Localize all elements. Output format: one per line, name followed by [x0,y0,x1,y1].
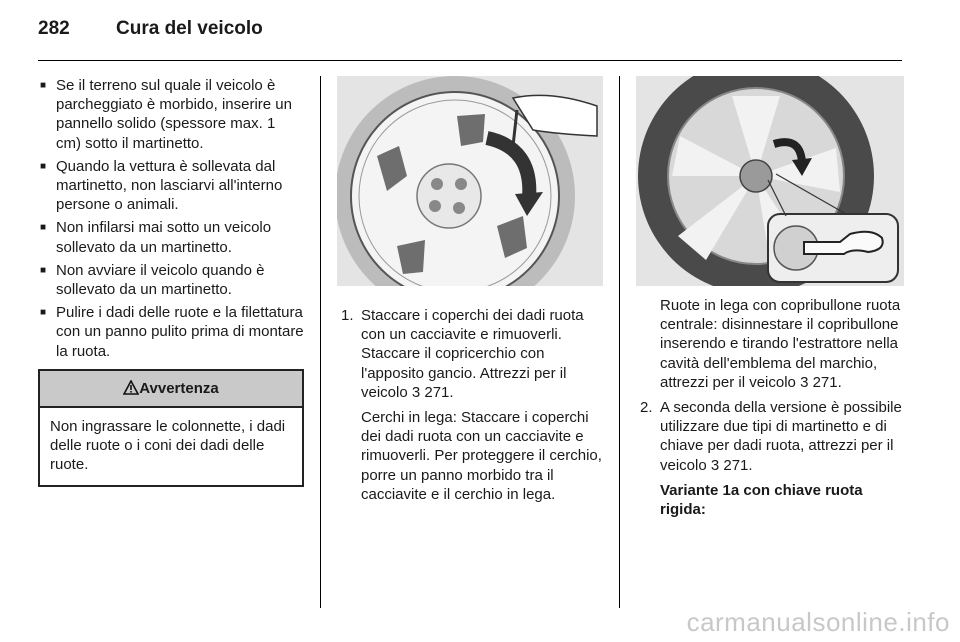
continuation-body: Ruote in lega con copribullone ruota centrale: disinnestare il copribullone inserendo e tirando l'estrattore nella cavità dell'emblema del marchio, attrezzi per il veicolo [660,297,901,391]
list-item: ■ Non avviare il veicolo quando è sollevato da un martinetto. [38,261,304,299]
continuation-text [660,296,906,392]
step-list [636,398,906,519]
column-divider-2 [619,76,620,608]
list-item: ■ Pulire i dadi delle ruote e la filettatura con un panno pulito prima di montare la ruota. [38,303,304,361]
step-extra-text: Cerchi in lega: Staccare i coperchi dei dadi ruota con un cacciavite e rimuoverli. Per proteggere il cerchio, porre un panno morbido tra il cacciavite e il cerchio in lega. [361,409,602,503]
hubcap-removal-illustration [337,76,603,286]
column-divider-1 [320,76,321,608]
page-reference: 3 271. [411,383,454,401]
header-divider [38,60,902,61]
column-1 [38,76,304,487]
step-text: A seconda della versione è possibile utilizzare due tipi di martinetto e di chiave per dadi ruota, attrezzi per il veicolo [660,399,902,474]
alloy-wheel-illustration [636,76,904,286]
variant-subheading: Variante 1a con chiave ruota rigida: [660,481,863,519]
page-reference: 3 271. [800,373,842,391]
column-3 [636,76,906,525]
wheel-cover-hook-figure [337,76,603,286]
safety-bullet-list [38,76,304,361]
list-item: ■ Se il terreno sul quale il veicolo è parcheggiato è morbido, inserire un pannello solido (spessore max. 1 cm) sotto il martinetto. [38,76,304,153]
step-list [337,306,605,504]
step-number: 1. [341,307,354,324]
page-header [38,18,263,40]
column-2 [337,76,605,510]
step-number: 2. [640,399,653,417]
warning-box [38,369,304,487]
page-title: Cura del veicolo [116,18,263,39]
watermark: carmanualsonline.info [686,607,950,637]
list-item: ■ Quando la vettura è sollevata dal martinetto, non lasciarvi all'interno persone o animali. [38,157,304,215]
warning-title-bar [40,371,302,408]
page-number: 282 [38,18,70,39]
step-item [337,306,605,504]
alloy-wheel-center-cap-figure [636,76,904,286]
step-item [636,398,906,519]
list-item: ■ Non infilarsi mai sotto un veicolo sollevato da un martinetto. [38,218,304,256]
warning-triangle-icon [123,380,139,395]
step-text: Staccare i coperchi dei dadi ruota con un cacciavite e rimuoverli. Staccare il copricerchio con l'apposito gancio. Attrezzi per il veicolo [361,307,584,401]
page-reference: 3 271. [710,456,753,474]
warning-title: Avvertenza [139,379,219,397]
warning-body: Non ingrassare le colonnette, i dadi delle ruote o i coni dei dadi delle ruote. [50,418,286,474]
